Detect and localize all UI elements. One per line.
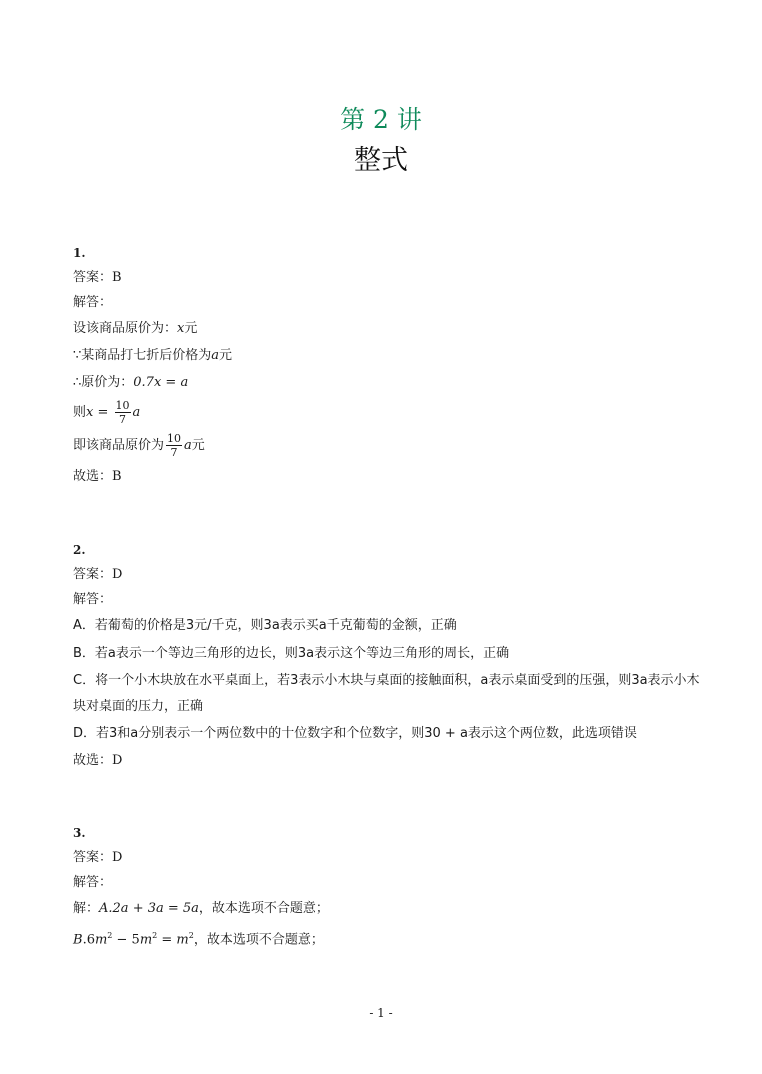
lesson-title: 整式 — [354, 145, 408, 176]
fraction: $\frac{10}{7}$ — [115, 399, 130, 426]
q2-solution-label: 解答： — [73, 592, 113, 607]
q1-solution-label: 解答： — [73, 295, 113, 310]
q2-option-c-continued: 块对桌面的压力，正确 — [73, 699, 204, 714]
q1-step-3: ∴原价为：0.7x = a — [73, 375, 189, 390]
q1-step-5: 即该商品原价为 $\frac{10}{7}$ a元 — [73, 432, 205, 459]
lesson-number: 第 2 讲 — [340, 105, 422, 134]
q3-answer: 答案：D — [73, 850, 123, 865]
q2-number: 2. — [73, 543, 86, 557]
q1-step-4: 则x = $\frac{10}{7}$ a — [73, 399, 141, 426]
q2-option-c: C．将一个小木块放在水平桌面上，若3表示小木块与桌面的接触面积，a表示桌面受到的压强，则3a表示小木 — [73, 673, 700, 688]
q3-solution-label: 解答： — [73, 875, 113, 890]
page-number: - 1 - — [369, 1006, 393, 1020]
q1-choice: 故选：B — [73, 469, 122, 484]
fraction: $\frac{10}{7}$ — [167, 432, 182, 459]
q2-option-d: D．若3和a分别表示一个两位数中的十位数字和个位数字，则30 + a表示这个两位数，此选项错误 — [73, 726, 637, 741]
q3-step-b: $B.6m^2 - 5m^2 = m^2$，故本选项不合题意； — [73, 931, 324, 948]
q2-answer: 答案：D — [73, 567, 123, 582]
q2-option-b: B．若a表示一个等边三角形的边长，则3a表示这个等边三角形的周长，正确 — [73, 646, 510, 661]
q1-answer: 答案：B — [73, 270, 122, 285]
q2-choice: 故选：D — [73, 753, 123, 768]
q2-option-a: A．若葡萄的价格是3元/千克，则3a表示买a千克葡萄的金额，正确 — [73, 618, 457, 633]
q1-step-1: 设该商品原价为：x元 — [73, 321, 198, 336]
q3-step-a: 解：A.2a + 3a = 5a，故本选项不合题意； — [73, 901, 329, 916]
q1-number: 1. — [73, 246, 86, 260]
q3-number: 3. — [73, 826, 86, 840]
q1-step-2: ∵某商品打七折后价格为a元 — [73, 348, 233, 363]
